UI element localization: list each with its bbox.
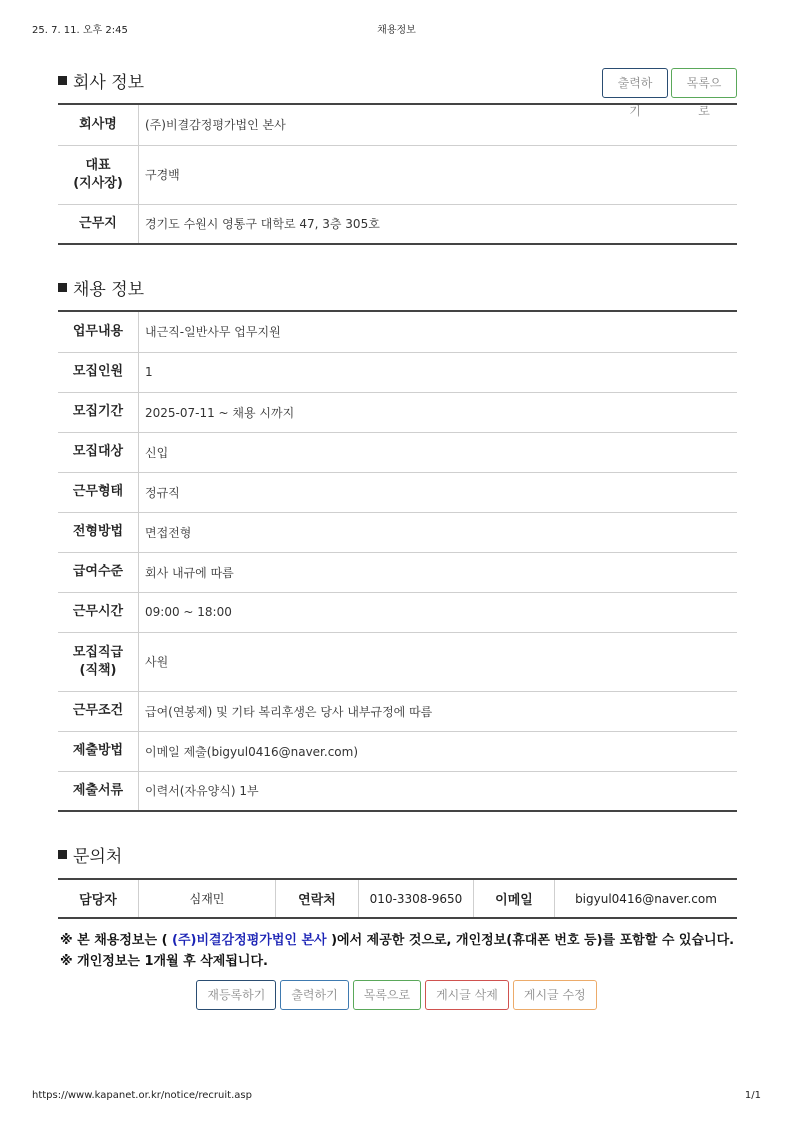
- recruit-section-title-text: 채용 정보: [73, 280, 145, 300]
- documents-value: 이력서(자유양식) 1부: [145, 784, 259, 799]
- position-value: 사원: [139, 632, 738, 691]
- target-value: 신입: [139, 432, 738, 472]
- privacy-notice: [60, 930, 734, 972]
- employment-type-label: 근무형태: [58, 472, 139, 512]
- recruit-section-title: [58, 275, 144, 300]
- notice-suffix: )에서 제공한 것으로, 개인정보(휴대폰 번호 등)를 포함할 수 있습니다.: [326, 933, 735, 948]
- notice-company-link[interactable]: (주)비결감정평가법인 본사: [172, 933, 327, 948]
- print-page-title: 채용정보: [377, 25, 416, 36]
- list-button[interactable]: 목록으로: [353, 980, 421, 1010]
- workplace-label: 근무지: [58, 204, 139, 244]
- job-duty-value: 내근직-일반사무 업무지원: [139, 311, 738, 352]
- table-row: [58, 472, 737, 512]
- print-footer: [32, 1090, 761, 1106]
- table-row: [58, 879, 737, 918]
- company-section-title: [58, 68, 144, 93]
- print-url: https://www.kapanet.or.kr/notice/recruit.asp: [32, 1090, 252, 1101]
- print-button[interactable]: 출력하기: [602, 68, 668, 98]
- contact-section-title-text: 문의처: [73, 847, 123, 867]
- table-row: [58, 592, 737, 632]
- table-row: [58, 512, 737, 552]
- print-header: [32, 21, 761, 37]
- email-value: bigyul0416@naver.com: [575, 891, 717, 906]
- work-hours-value: 09:00 ~ 18:00: [139, 592, 738, 632]
- delete-post-button[interactable]: 게시글 삭제: [425, 980, 509, 1010]
- table-row: [58, 552, 737, 592]
- manager-label: 담당자: [58, 879, 139, 918]
- phone-label: 연락처: [276, 879, 359, 918]
- company-section-title-text: 회사 정보: [73, 73, 145, 93]
- email-label: 이메일: [474, 879, 555, 918]
- salary-value: 회사 내규에 따름: [139, 552, 738, 592]
- representative-value: 구경백: [139, 145, 738, 204]
- conditions-value: 급여(연봉제) 및 기타 복리후생은 당사 내부규정에 따름: [139, 691, 738, 731]
- company-info-table: [58, 103, 737, 245]
- table-row: [58, 352, 737, 392]
- bottom-button-group: [0, 980, 793, 1010]
- position-label: 모집직급 (직책): [58, 632, 139, 691]
- table-row: [58, 204, 737, 244]
- selection-method-label: 전형방법: [58, 512, 139, 552]
- notice-line-2: ※ 개인정보는 1개월 후 삭제됩니다.: [60, 954, 268, 969]
- target-label: 모집대상: [58, 432, 139, 472]
- contact-section-title: [58, 842, 122, 867]
- recruit-info-table: [58, 310, 737, 812]
- submit-method-label: 제출방법: [58, 731, 139, 771]
- table-row: [58, 691, 737, 731]
- period-value: 2025-07-11 ~ 채용 시까지: [139, 392, 738, 432]
- notice-line-1: [60, 930, 734, 951]
- print-button[interactable]: 출력하기: [280, 980, 348, 1010]
- headcount-label: 모집인원: [58, 352, 139, 392]
- print-datetime: 25. 7. 11. 오후 2:45: [32, 25, 128, 36]
- table-row: [58, 771, 737, 811]
- submit-method-value: 이메일 제출(bigyul0416@naver.com): [139, 731, 738, 771]
- notice-prefix: ※ 본 채용정보는 (: [60, 933, 173, 948]
- square-bullet-icon: [58, 283, 67, 292]
- top-button-group: [602, 68, 737, 118]
- representative-label: 대표 (지사장): [58, 145, 139, 204]
- table-row: [58, 392, 737, 432]
- conditions-label: 근무조건: [58, 691, 139, 731]
- company-name-label: 회사명: [58, 104, 139, 145]
- table-row: [58, 632, 737, 691]
- table-row: [58, 731, 737, 771]
- print-page-number: 1/1: [744, 1090, 761, 1101]
- list-button[interactable]: 목록으로: [671, 68, 737, 98]
- phone-value: 010-3308-9650: [359, 879, 474, 918]
- work-hours-label: 근무시간: [58, 592, 139, 632]
- headcount-value: 1: [139, 352, 738, 392]
- edit-post-button[interactable]: 게시글 수정: [513, 980, 597, 1010]
- table-row: [58, 104, 737, 145]
- square-bullet-icon: [58, 76, 67, 85]
- job-duty-label: 업무내용: [58, 311, 139, 352]
- table-row: [58, 432, 737, 472]
- square-bullet-icon: [58, 850, 67, 859]
- salary-label: 급여수준: [58, 552, 139, 592]
- table-row: [58, 145, 737, 204]
- table-row: [58, 311, 737, 352]
- reregister-button[interactable]: 재등록하기: [196, 980, 276, 1010]
- selection-method-value: 면접전형: [139, 512, 738, 552]
- employment-type-value: 정규직: [139, 472, 738, 512]
- company-name-value: (주)비결감정평가법인 본사: [139, 104, 738, 145]
- manager-value: 심재민: [139, 879, 276, 918]
- period-label: 모집기간: [58, 392, 139, 432]
- documents-label: 제출서류: [58, 771, 139, 811]
- workplace-value: 경기도 수원시 영통구 대학로 47, 3층 305호: [145, 217, 380, 232]
- contact-table: [58, 878, 737, 919]
